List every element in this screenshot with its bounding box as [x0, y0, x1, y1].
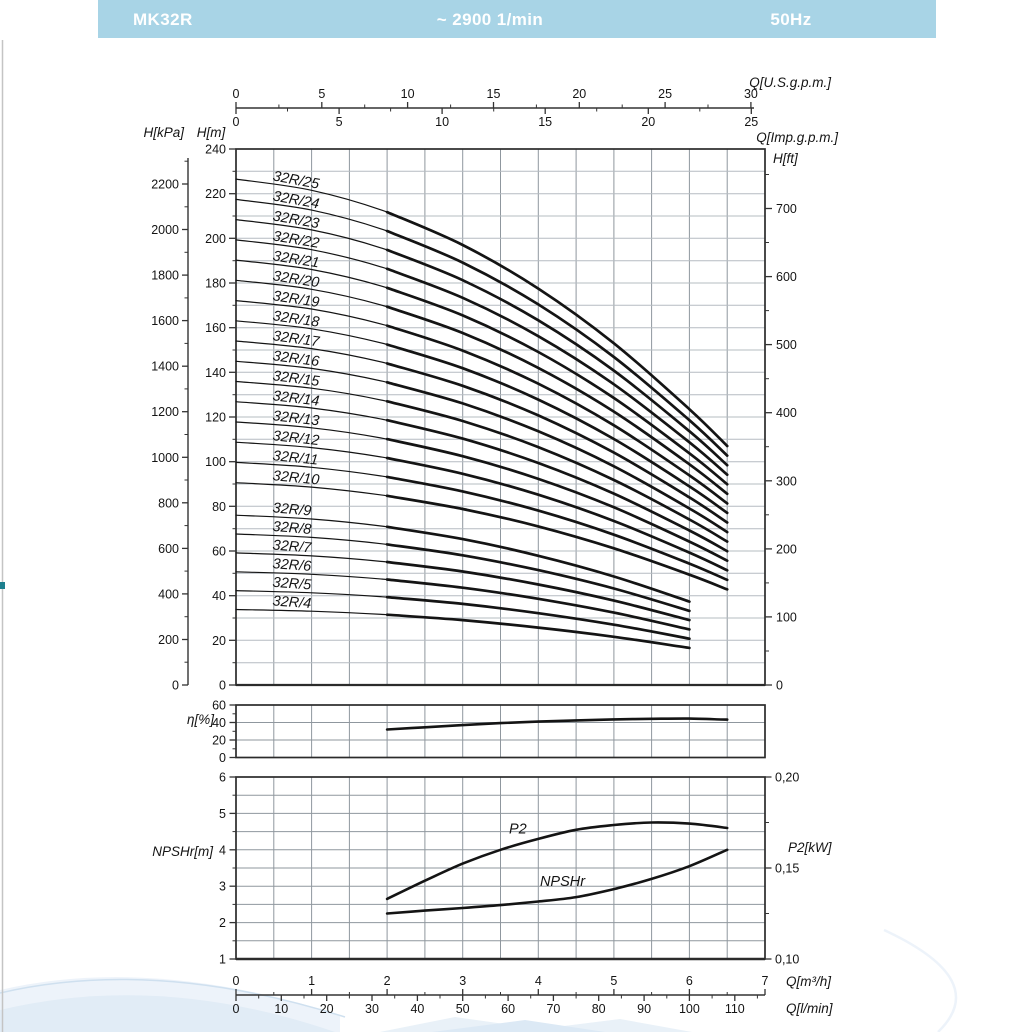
tick-label: 0	[172, 678, 179, 693]
tick-label: 0	[232, 974, 240, 988]
tick-label: 20	[319, 1002, 334, 1016]
curve-label-32R-16: 32R/16	[271, 348, 321, 371]
page-edge-mark	[0, 582, 5, 589]
tick-label: 70	[546, 1002, 561, 1016]
tick-label: 4	[534, 974, 542, 988]
tick-label: 700	[776, 202, 797, 216]
tick-label: 20	[572, 87, 587, 101]
tick-label: 4	[219, 843, 226, 858]
generated-chart-graphics	[0, 40, 956, 1032]
tick-label: 30	[743, 87, 758, 101]
tick-label: 6	[219, 770, 226, 785]
curve-label-32R-15: 32R/15	[271, 368, 321, 390]
tick-label: 5	[610, 974, 618, 988]
axis-label-q-m3h: Q[m³/h]	[786, 974, 832, 989]
tick-label: 80	[591, 1002, 606, 1016]
tick-label: 240	[205, 142, 226, 157]
page-decorations	[0, 40, 956, 1032]
tick-label: 10	[274, 1002, 289, 1016]
tick-label: 100	[678, 1002, 700, 1016]
tick-label: 40	[212, 589, 226, 604]
curve-label-32R-17: 32R/17	[271, 328, 321, 351]
tick-label: 120	[205, 410, 226, 425]
pump-frequency: 50Hz	[770, 10, 812, 29]
tick-label: 400	[158, 587, 179, 602]
eta-curve	[387, 719, 727, 730]
tick-label: 0	[219, 751, 226, 765]
axis-label-q-impgpm: Q[Imp.g.p.m.]	[756, 130, 838, 145]
curve-label-32R-10: 32R/10	[271, 468, 320, 489]
tick-label: 110	[724, 1002, 745, 1016]
tick-label: 1200	[151, 405, 179, 420]
tick-label: 20	[212, 733, 226, 748]
tick-label: 160	[205, 321, 226, 336]
tick-label: 90	[637, 1002, 652, 1016]
tick-label: 2	[383, 974, 391, 988]
tick-label: 30	[365, 1002, 379, 1016]
tick-label: 100	[776, 610, 797, 625]
curve-label-32R-23: 32R/23	[271, 208, 321, 233]
curve-label-32R-6: 32R/6	[272, 556, 312, 575]
npshr-curve-label: NPSHr	[539, 874, 586, 891]
curve-label-32R-14: 32R/14	[271, 388, 321, 410]
tick-label: 20	[641, 115, 656, 129]
curve-label-32R-4: 32R/4	[272, 593, 312, 613]
tick-label: 2200	[151, 177, 179, 192]
head-curve-labels	[272, 168, 322, 612]
tick-label: 800	[158, 496, 179, 511]
tick-label: 10	[435, 115, 450, 129]
tick-label: 1400	[151, 359, 179, 374]
tick-label: 180	[205, 276, 226, 291]
curve-label-32R-12: 32R/12	[271, 428, 321, 450]
tick-label: 15	[486, 87, 501, 101]
axis-label-eta: η[%]	[187, 712, 214, 727]
tick-label: 200	[776, 542, 797, 557]
curve-label-32R-20: 32R/20	[271, 268, 321, 292]
tick-label: 1800	[151, 268, 179, 283]
curve-label-32R-13: 32R/13	[271, 408, 321, 430]
tick-label: 60	[501, 1002, 516, 1016]
tick-label: 300	[776, 474, 797, 489]
tick-label: 15	[538, 115, 553, 129]
tick-label: 1	[308, 974, 316, 988]
tick-label: 1	[219, 952, 226, 967]
curve-label-32R-7: 32R/7	[272, 537, 312, 557]
tick-label: 50	[455, 1002, 470, 1016]
tick-label: 200	[158, 633, 179, 647]
tick-label: 140	[205, 365, 226, 380]
tick-label: 0	[776, 678, 783, 693]
tick-label: 200	[205, 231, 226, 246]
axis-label-h-kpa: H[kPa]	[143, 125, 184, 140]
tick-label: 220	[205, 187, 226, 202]
tick-label: 25	[744, 115, 759, 129]
tick-label: 2	[219, 916, 226, 931]
tick-label: 100	[205, 455, 226, 470]
tick-label: 5	[335, 115, 343, 129]
tick-label: 500	[776, 338, 797, 353]
tick-label: 40	[410, 1002, 425, 1016]
curve-label-32R-25: 32R/25	[271, 168, 321, 193]
curve-bold-32R-25	[387, 212, 727, 446]
tick-label: 0,15	[775, 861, 800, 876]
curve-bold-32R-16	[387, 382, 727, 532]
curve-label-32R-9: 32R/9	[271, 500, 312, 520]
tick-label: 3	[219, 879, 226, 894]
curve-label-32R-8: 32R/8	[271, 518, 312, 538]
tick-label: 1000	[151, 450, 179, 465]
p2-curve-label: P2	[509, 821, 527, 838]
curve-label-32R-24: 32R/24	[271, 188, 321, 213]
curve-label-32R-22: 32R/22	[271, 228, 321, 252]
efficiency-curve	[387, 719, 727, 730]
tick-label: 6	[685, 974, 693, 988]
tick-label: 0	[232, 1002, 240, 1016]
axis-label-h-m: H[m]	[196, 125, 226, 140]
tick-label: 0,10	[775, 952, 800, 967]
tick-label: 600	[776, 270, 797, 285]
curve-label-32R-18: 32R/18	[271, 308, 321, 331]
tick-label: 40	[212, 716, 226, 730]
curve-label-32R-19: 32R/19	[271, 288, 321, 311]
axis-label-q-lmin: Q[l/min]	[786, 1001, 833, 1016]
tick-label: 10	[400, 87, 415, 101]
tick-label: 0	[219, 678, 226, 693]
tick-label: 400	[776, 406, 797, 421]
pump-speed: ~ 2900 1/min	[436, 10, 544, 29]
npshr-p2-curves	[387, 821, 727, 913]
tick-label: 60	[212, 544, 226, 559]
curve-label-32R-11: 32R/11	[271, 448, 319, 469]
tick-label: 20	[212, 633, 226, 648]
curve-label-32R-21: 32R/21	[271, 248, 321, 272]
tick-label: 7	[761, 974, 769, 988]
axis-label-h-ft: H[ft]	[773, 151, 798, 166]
tick-label: 0	[232, 115, 240, 129]
curve-bold-32R-12	[387, 458, 727, 570]
tick-label: 5	[219, 806, 226, 821]
axis-label-p2-kw: P2[kW]	[788, 840, 832, 855]
axis-label-npshr: NPSHr[m]	[152, 844, 213, 859]
axis-label-q-usgpm: Q[U.S.g.p.m.]	[749, 75, 831, 90]
tick-label: 3	[459, 974, 467, 988]
tick-label: 0,20	[775, 770, 800, 785]
tick-label: 80	[212, 499, 226, 514]
tick-label: 5	[318, 87, 326, 101]
tick-label: 60	[212, 698, 226, 713]
pump-model: MK32R	[133, 10, 193, 29]
tick-label: 0	[232, 87, 240, 101]
curve-label-32R-5: 32R/5	[272, 574, 312, 594]
tick-label: 600	[158, 541, 179, 556]
tick-label: 2000	[151, 223, 179, 237]
tick-label: 1600	[151, 314, 179, 329]
tick-label: 25	[658, 87, 673, 101]
